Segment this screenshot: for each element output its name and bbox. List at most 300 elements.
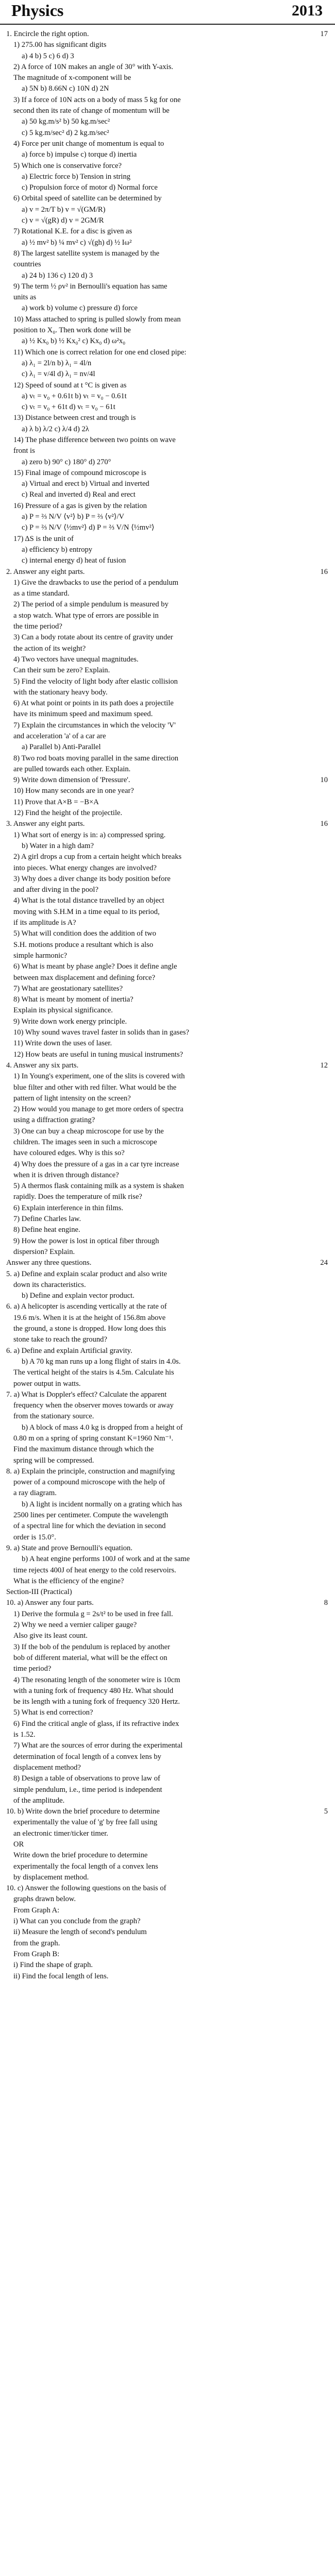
- question-line: [6, 1839, 328, 1850]
- question-line: [6, 1334, 328, 1345]
- question-line: [6, 1719, 328, 1730]
- question-text: Find the maximum distance through which the: [13, 1445, 154, 1454]
- question-text: 5) A thermos flask containing milk as a system is shaken: [13, 1182, 184, 1191]
- question-line: [6, 918, 328, 928]
- question-line: [6, 1850, 328, 1861]
- question-line: [6, 1313, 328, 1324]
- question-text: a) vₜ = v₀ + 0.61t b) vₜ = v₀ − 0.61t: [22, 392, 127, 400]
- question-text: 11) Write down the uses of laser.: [13, 1039, 112, 1048]
- question-line: [6, 830, 328, 841]
- question-line: [6, 1543, 328, 1554]
- question-line: [6, 1433, 328, 1444]
- question-text: Write down the brief procedure to determine: [13, 1851, 148, 1860]
- question-text: 4) What is the total distance travelled by an object: [13, 896, 164, 905]
- question-line: [6, 73, 328, 83]
- question-line: [6, 808, 328, 819]
- question-text: b) A block of mass 4.0 kg is dropped from a height of: [22, 1423, 183, 1432]
- question-line: [6, 248, 328, 259]
- question-line: [6, 1817, 328, 1828]
- question-text: an electronic timer/ticker timer.: [13, 1829, 108, 1838]
- question-line: [6, 1225, 328, 1235]
- question-line: [6, 1664, 328, 1674]
- question-line: [6, 1291, 328, 1301]
- question-line: [6, 83, 328, 94]
- question-line: [6, 841, 328, 852]
- question-line: [6, 676, 328, 687]
- question-line: [6, 534, 328, 545]
- question-line: [6, 325, 328, 336]
- question-text: b) Define and explain vector product.: [22, 1292, 135, 1300]
- question-line: [6, 1554, 328, 1565]
- question-text: ii) Find the focal length of lens.: [13, 1972, 109, 1980]
- question-text: 9) How the power is lost in optical fiber through: [13, 1236, 159, 1245]
- question-line: [6, 940, 328, 951]
- question-line: [6, 1971, 328, 1982]
- question-line: [6, 621, 328, 632]
- question-line: [6, 1576, 328, 1587]
- question-line: [6, 435, 328, 446]
- question-text: 10. b) Write down the brief procedure to determine: [6, 1807, 160, 1816]
- question-text: down its characteristics.: [13, 1280, 86, 1289]
- question-text: frequency when the observer moves towards or away: [13, 1401, 174, 1410]
- question-line: [6, 984, 328, 994]
- question-line: [6, 698, 328, 709]
- question-line: [6, 1565, 328, 1576]
- question-text: order is 15.0°.: [13, 1533, 56, 1541]
- question-text: 0.80 m on a spring of spring constant K=1960 Nm⁻¹.: [13, 1434, 174, 1443]
- question-text: 2) Why we need a vernier caliper gauge?: [13, 1621, 137, 1630]
- question-text: a) 4 b) 5 c) 6 d) 3: [22, 52, 74, 60]
- question-line: [6, 1861, 328, 1872]
- question-line: [6, 874, 328, 885]
- question-line: [6, 1214, 328, 1225]
- question-text: c) v = √(gR) d) v = 2GM/R: [22, 216, 104, 225]
- subject-title: Physics: [11, 1, 64, 20]
- question-line: [6, 1806, 328, 1817]
- question-text: graphs drawn below.: [13, 1895, 76, 1904]
- question-line: [6, 1203, 328, 1214]
- question-text: from the graph.: [13, 1939, 60, 1947]
- question-text: a) work b) volume c) pressure d) force: [22, 304, 138, 313]
- question-text: 6) Orbital speed of satellite can be determined by: [13, 194, 162, 203]
- question-line: [6, 1609, 328, 1620]
- question-line: [6, 1631, 328, 1641]
- question-text: 2) A girl drops a cup from a certain height which breaks: [13, 853, 182, 861]
- question-text: is 1.52.: [13, 1731, 36, 1739]
- question-line: [6, 1126, 328, 1137]
- question-text: 6) At what point or points in its path does a projectile: [13, 699, 174, 708]
- question-text: 12) How beats are useful in tuning musical instruments?: [13, 1050, 183, 1059]
- question-line: [6, 742, 328, 753]
- question-text: units as: [13, 293, 37, 302]
- question-text: c) 5 kg.m/sec² d) 2 kg.m/sec²: [22, 128, 109, 137]
- question-text: 5) What will condition does the addition of two: [13, 929, 156, 938]
- question-line: [6, 380, 328, 391]
- question-line: [6, 172, 328, 182]
- question-text: when it is driven through distance?: [13, 1171, 119, 1179]
- question-text: 7) What are the sources of error during the experimental: [13, 1741, 183, 1750]
- question-text: countries: [13, 260, 41, 269]
- question-text: 7. a) What is Doppler's effect? Calculate the apparent: [6, 1390, 167, 1399]
- question-line: [6, 720, 328, 731]
- question-line: [6, 1379, 328, 1389]
- question-text: 1. Encircle the right option.: [6, 30, 89, 38]
- question-line: [6, 1740, 328, 1751]
- question-text: b) Water in a high dam?: [22, 841, 94, 850]
- question-text: into pieces. What energy changes are involved?: [13, 863, 157, 872]
- question-line: [6, 1477, 328, 1488]
- question-text: the time period?: [13, 622, 62, 631]
- question-text: 16) Pressure of a gas is given by the relation: [13, 501, 147, 510]
- question-line: [6, 1905, 328, 1916]
- question-text: 2) How would you manage to get more orders of spectra: [13, 1105, 183, 1114]
- question-text: 4) Why does the pressure of a gas in a car tyre increase: [13, 1160, 179, 1168]
- question-line: [6, 1357, 328, 1367]
- question-text: 4) Two vectors have unequal magnitudes.: [13, 655, 139, 664]
- question-line: [6, 632, 328, 643]
- question-line: [6, 1762, 328, 1773]
- question-line: [6, 468, 328, 479]
- question-text: a) efficiency b) entropy: [22, 545, 93, 554]
- marks-label: 10: [320, 776, 328, 785]
- question-line: [6, 885, 328, 895]
- question-text: and after diving in the pool?: [13, 886, 98, 894]
- question-line: [6, 193, 328, 204]
- question-text: 9. a) State and prove Bernoulli's equation.: [6, 1544, 132, 1552]
- question-text: c) λ₁ = v/4l d) λ₁ = nv/4l: [22, 370, 95, 379]
- question-text: 6) Find the critical angle of glass, if its refractive index: [13, 1719, 179, 1728]
- question-line: [6, 1642, 328, 1653]
- question-text: 4) Force per unit change of momentum is equal to: [13, 139, 164, 148]
- question-line: [6, 1894, 328, 1905]
- question-line: [6, 731, 328, 742]
- question-line: [6, 687, 328, 698]
- question-line: [6, 567, 328, 578]
- question-line: [6, 479, 328, 489]
- question-line: [6, 1016, 328, 1027]
- question-text: Explain its physical significance.: [13, 1006, 113, 1015]
- question-text: 10) How many seconds are in one year?: [13, 787, 134, 795]
- question-text: a ray diagram.: [13, 1489, 57, 1498]
- question-line: [6, 1675, 328, 1686]
- question-text: a) ½ mv² b) ¼ mv² c) √(gh) d) ½ Iω²: [22, 238, 132, 247]
- question-text: 8. a) Explain the principle, construction and magnifying: [6, 1467, 175, 1476]
- question-line: [6, 1049, 328, 1060]
- question-text: a) ½ Kx₀ b) ½ Kx₀² c) Kx₀ d) ω²x₀: [22, 337, 126, 346]
- question-line: [6, 303, 328, 314]
- question-line: [6, 391, 328, 402]
- question-line: [6, 1444, 328, 1455]
- question-line: [6, 281, 328, 292]
- question-line: [6, 1620, 328, 1631]
- question-line: [6, 149, 328, 160]
- question-text: using a diffraction grating?: [13, 1116, 95, 1125]
- question-text: 4) The resonating length of the sonometer wire is 10cm: [13, 1675, 180, 1684]
- question-line: [6, 1422, 328, 1433]
- question-text: b) A heat engine performs 100J of work and at the same: [22, 1555, 190, 1564]
- question-line: [6, 555, 328, 566]
- question-line: [6, 786, 328, 796]
- question-text: 11) Prove that A×B = −B×A: [13, 798, 99, 806]
- question-text: 12) Speed of sound at t °C is given as: [13, 381, 127, 389]
- question-text: 10) Mass attached to spring is pulled slowly from mean: [13, 315, 181, 324]
- question-text: 5) What is end correction?: [13, 1708, 93, 1717]
- question-text: the action of its weight?: [13, 644, 86, 653]
- question-text: 15) Final image of compound microscope is: [13, 468, 146, 477]
- question-line: [6, 1883, 328, 1894]
- question-text: 3) If a force of 10N acts on a body of mass 5 kg for one: [13, 95, 181, 104]
- question-text: a) Electric force b) Tension in string: [22, 172, 131, 181]
- question-text: 2500 lines per centimeter. Compute the wavelength: [13, 1511, 169, 1520]
- question-line: [6, 40, 328, 50]
- question-text: 7) What are geostationary satellites?: [13, 984, 123, 993]
- question-text: 1) In Young's experiment, one of the slits is covered with: [13, 1072, 185, 1081]
- question-line: [6, 1082, 328, 1093]
- question-text: 7) Define Charles law.: [13, 1215, 81, 1224]
- question-line: [6, 1960, 328, 1971]
- question-text: 9) Write down work energy principle.: [13, 1017, 127, 1026]
- question-text: 8) What is meant by moment of inertia?: [13, 995, 133, 1004]
- question-line: [6, 852, 328, 862]
- question-line: [6, 1301, 328, 1312]
- question-line: [6, 1269, 328, 1280]
- question-line: [6, 1773, 328, 1784]
- question-line: [6, 1466, 328, 1477]
- question-text: 1) 275.00 has significant digits: [13, 41, 107, 49]
- question-text: a stop watch. What type of errors are possible in: [13, 611, 159, 620]
- question-line: [6, 292, 328, 303]
- question-text: simple pendulum, i.e., time period is independent: [13, 1785, 162, 1794]
- question-text: b) A 70 kg man runs up a long flight of stairs in 4.0s.: [22, 1357, 181, 1366]
- question-line: [6, 1510, 328, 1521]
- question-text: 8) Design a table of observations to prove law of: [13, 1774, 160, 1783]
- question-text: i) Find the shape of graph.: [13, 1961, 93, 1970]
- question-line: [6, 775, 328, 786]
- question-line: [6, 1587, 328, 1598]
- question-text: c) internal energy d) heat of fusion: [22, 556, 126, 565]
- question-text: 6) Explain interference in thin films.: [13, 1204, 124, 1212]
- paper-header: [0, 0, 335, 25]
- question-text: power output in watts.: [13, 1379, 81, 1388]
- question-line: [6, 1795, 328, 1806]
- question-line: [6, 863, 328, 874]
- question-text: a) P = ⅔ N/V ⟨v²⟩ b) P = ⅔ ⟨v²⟩/V: [22, 513, 125, 521]
- question-line: [6, 753, 328, 764]
- question-line: [6, 1730, 328, 1740]
- question-text: experimentally the focal length of a convex lens: [13, 1862, 158, 1871]
- question-text: 2) The period of a simple pendulum is measured by: [13, 600, 169, 609]
- question-line: [6, 1060, 328, 1071]
- question-line: [6, 336, 328, 347]
- question-text: a) 24 b) 136 c) 120 d) 3: [22, 271, 93, 280]
- question-line: [6, 1258, 328, 1268]
- question-line: [6, 1236, 328, 1247]
- question-line: [6, 512, 328, 522]
- question-text: 17) ΔS is the unit of: [13, 534, 74, 543]
- question-text: 14) The phase difference between two points on wave: [13, 435, 176, 444]
- question-text: moving with S.H.M in a time equal to its period,: [13, 907, 160, 916]
- question-line: [6, 1499, 328, 1510]
- question-text: of a spectral line for which the deviation in second: [13, 1522, 166, 1531]
- question-text: 3) Can a body rotate about its centre of gravity under: [13, 633, 173, 642]
- question-text: 5) Which one is conservative force?: [13, 161, 122, 170]
- question-line: [6, 928, 328, 939]
- question-text: 1) Give the drawbacks to use the period of a pendulum: [13, 578, 179, 587]
- question-line: [6, 402, 328, 413]
- question-text: from the stationary source.: [13, 1412, 94, 1421]
- question-text: OR: [13, 1840, 24, 1849]
- question-text: 19.6 m/s. When it is at the height of 156.8m above: [13, 1313, 166, 1322]
- question-text: c) P = ⅔ N/V ⟨½mv²⟩ d) P = ⅔ V/N ⟨½mv²⟩: [22, 523, 155, 532]
- question-line: [6, 1400, 328, 1411]
- question-line: [6, 413, 328, 423]
- question-text: of the amplitude.: [13, 1796, 65, 1805]
- question-line: [6, 1247, 328, 1258]
- question-text: second then its rate of change of momentum will be: [13, 107, 170, 115]
- question-line: [6, 1521, 328, 1532]
- question-line: [6, 1949, 328, 1960]
- question-text: with the stationary heavy body.: [13, 688, 108, 697]
- question-line: [6, 161, 328, 172]
- question-line: [6, 994, 328, 1005]
- question-text: 4. Answer any six parts.: [6, 1061, 79, 1070]
- question-text: Section-III (Practical): [6, 1588, 72, 1597]
- marks-label: 8: [324, 1599, 328, 1607]
- question-text: time period?: [13, 1665, 52, 1673]
- question-line: [6, 314, 328, 325]
- marks-label: 16: [320, 820, 328, 828]
- question-line: [6, 1346, 328, 1357]
- question-line: [6, 1927, 328, 1938]
- question-text: 3) Why does a diver change its body position before: [13, 874, 171, 883]
- question-text: rapidly. Does the temperature of milk rise?: [13, 1193, 142, 1201]
- question-line: [6, 1872, 328, 1883]
- question-line: [6, 1938, 328, 1949]
- question-line: [6, 764, 328, 775]
- question-text: 5. a) Define and explain scalar product and also write: [6, 1269, 167, 1278]
- question-text: pattern of light intensity on the screen?: [13, 1094, 131, 1103]
- question-text: position to X₀. Then work done will be: [13, 326, 131, 335]
- question-line: [6, 643, 328, 654]
- question-text: blue filter and other with red filter. What would be the: [13, 1083, 177, 1092]
- question-line: [6, 446, 328, 456]
- question-line: [6, 1389, 328, 1400]
- question-line: [6, 424, 328, 435]
- question-line: [6, 1488, 328, 1499]
- question-line: [6, 1697, 328, 1707]
- question-text: i) What can you conclude from the graph?: [13, 1917, 141, 1926]
- question-line: [6, 1104, 328, 1115]
- question-line: [6, 599, 328, 610]
- question-text: a) zero b) 90° c) 180° d) 270°: [22, 457, 111, 466]
- question-line: [6, 1181, 328, 1192]
- question-line: [6, 1137, 328, 1148]
- question-line: [6, 654, 328, 665]
- question-text: bob of different material, what will be the effect on: [13, 1653, 167, 1662]
- question-line: [6, 1093, 328, 1104]
- question-text: Answer any three questions.: [6, 1259, 92, 1267]
- question-line: [6, 1005, 328, 1016]
- question-line: [6, 1455, 328, 1466]
- question-line: [6, 182, 328, 193]
- question-text: 7) Rotational K.E. for a disc is given as: [13, 227, 132, 236]
- question-text: power of a compound microscope with the help of: [13, 1478, 165, 1487]
- question-text: by displacement method.: [13, 1873, 89, 1882]
- question-line: [6, 1686, 328, 1697]
- question-text: 6. a) Define and explain Artificial gravity.: [6, 1346, 132, 1355]
- questions-body: [6, 29, 328, 2576]
- question-line: [6, 665, 328, 676]
- question-text: a) 50 kg.m/s² b) 50 kg.m/sec²: [22, 117, 110, 126]
- question-line: [6, 1324, 328, 1334]
- question-text: front is: [13, 447, 35, 455]
- question-line: [6, 1532, 328, 1543]
- question-text: have coloured edges. Why is this so?: [13, 1149, 125, 1158]
- question-text: if its amplitude is A?: [13, 919, 76, 927]
- question-text: From Graph A:: [13, 1906, 60, 1914]
- question-text: a) Virtual and erect b) Virtual and inverted: [22, 480, 149, 488]
- question-line: [6, 1752, 328, 1762]
- question-text: Also give its least count.: [13, 1632, 88, 1640]
- question-line: [6, 95, 328, 106]
- question-line: [6, 588, 328, 599]
- question-line: [6, 522, 328, 533]
- question-line: [6, 116, 328, 127]
- question-text: stone take to reach the ground?: [13, 1335, 107, 1344]
- question-text: are pulled towards each other. Explain.: [13, 765, 131, 773]
- question-text: with a tuning fork of frequency 480 Hz. What should: [13, 1686, 174, 1695]
- question-line: [6, 1653, 328, 1664]
- question-text: What is the efficiency of the engine?: [13, 1577, 124, 1585]
- question-line: [6, 501, 328, 512]
- question-text: 12) Find the height of the projectile.: [13, 809, 123, 818]
- question-line: [6, 1192, 328, 1202]
- marks-label: 16: [320, 567, 328, 576]
- question-line: [6, 961, 328, 972]
- question-line: [6, 1115, 328, 1126]
- question-line: [6, 62, 328, 73]
- question-line: [6, 709, 328, 720]
- question-text: dispersion? Explain.: [13, 1247, 75, 1256]
- question-line: [6, 1038, 328, 1049]
- question-line: [6, 215, 328, 226]
- question-line: [6, 106, 328, 116]
- question-text: simple harmonic?: [13, 951, 68, 960]
- question-text: and acceleration 'a' of a car are: [13, 732, 106, 740]
- question-line: [6, 259, 328, 270]
- marks-label: 17: [320, 30, 328, 38]
- question-line: [6, 1598, 328, 1608]
- question-line: [6, 1159, 328, 1170]
- question-text: 3. Answer any eight parts.: [6, 820, 85, 828]
- question-text: 3) One can buy a cheap microscope for use by the: [13, 1127, 164, 1136]
- question-text: a) Parallel b) Anti-Parallel: [22, 743, 101, 752]
- question-text: 5) Find the velocity of light body after elastic collision: [13, 677, 178, 686]
- question-line: [6, 797, 328, 808]
- question-line: [6, 358, 328, 369]
- question-line: [6, 973, 328, 984]
- question-text: 8) The largest satellite system is managed by the: [13, 249, 160, 258]
- question-line: [6, 1411, 328, 1422]
- question-line: [6, 611, 328, 621]
- question-line: [6, 226, 328, 237]
- question-line: [6, 457, 328, 468]
- question-text: as a time standard.: [13, 589, 70, 598]
- question-line: [6, 895, 328, 906]
- question-text: ii) Measure the length of second's pendulum: [13, 1928, 147, 1937]
- question-text: 1) Derive the formula g = 2s/t² to be used in free fall.: [13, 1609, 173, 1618]
- question-text: 8) Define heat engine.: [13, 1226, 80, 1234]
